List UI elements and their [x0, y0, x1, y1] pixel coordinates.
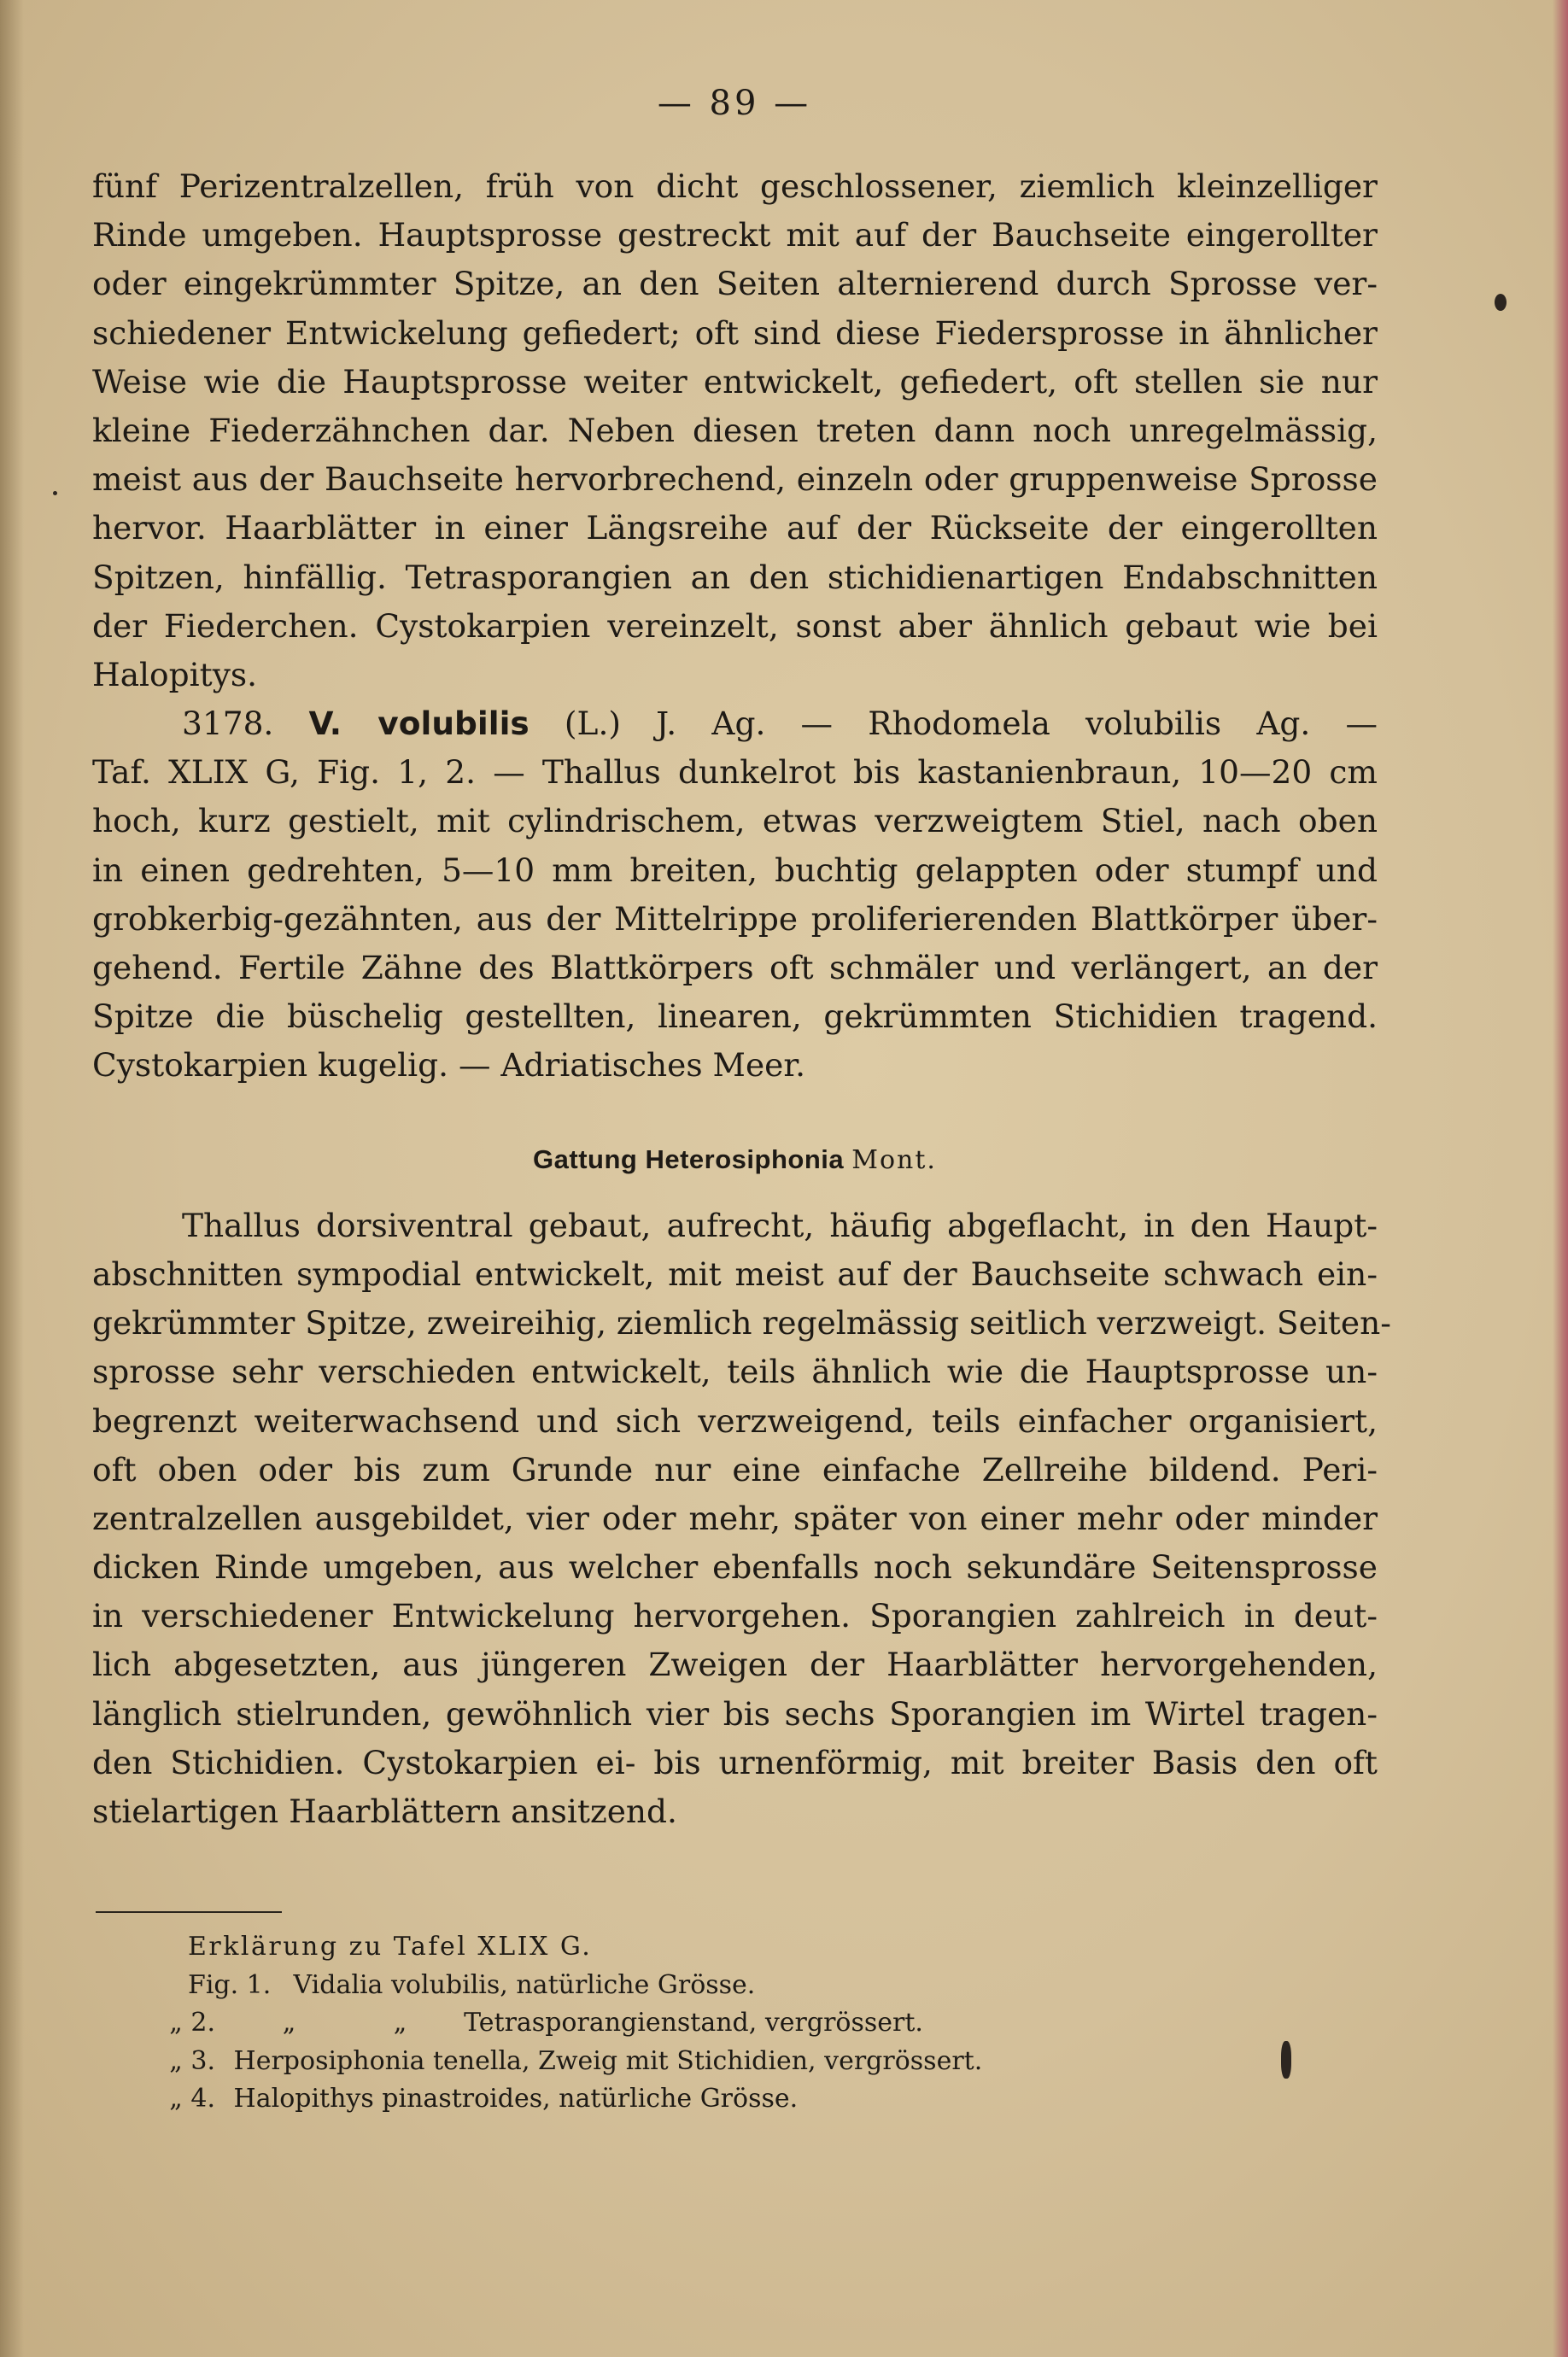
text-line: gekrümmter Spitze, zweireihig, ziemlich regelmässig seitlich verzweigt. Seiten- [92, 1304, 1391, 1342]
figure-number: „ 4. [169, 2084, 215, 2114]
species-description [92, 748, 1378, 1090]
text-line: Thallus dorsiventral gebaut, aufrecht, häufig abgeflacht, in den Haupt- [182, 1206, 1378, 1244]
figure-text: Halopithys pinastroides, natürliche Grösse. [233, 2084, 799, 2114]
text-line: lich abgesetzten, aus jüngeren Zweigen der Haarblätter hervorgehenden, [92, 1646, 1378, 1684]
genus-title: Gattung Heterosiphonia [533, 1143, 845, 1174]
footnote-rule [96, 1911, 282, 1913]
text-line: länglich stielrunden, gewöhnlich vier bis sechs Sporangien im Wirtel tragen- [92, 1694, 1378, 1733]
text-line: kleine Fiederzähnchen dar. Neben diesen treten dann noch unregelmässig, [92, 411, 1378, 449]
ink-spot [53, 491, 57, 495]
text-line: Cystokarpien kugelig. — Adriatisches Meer. [92, 1046, 806, 1085]
text-line: Taf. XLIX G, Fig. 1, 2. — Thallus dunkelrot bis kastanienbraun, 10—20 cm [92, 753, 1378, 792]
species-name: V. volubilis [308, 705, 529, 743]
text-line: den Stichidien. Cystokarpien ei- bis urnenförmig, mit breiter Basis den oft [92, 1743, 1378, 1781]
text-line: in verschiedener Entwickelung hervorgehen. Sporangien zahlreich in deut- [92, 1597, 1378, 1635]
plate-explanation [96, 1928, 1206, 2119]
figure-text: Tetrasporangienstand, vergrössert. [464, 2008, 923, 2038]
text-line: abschnitten sympodial entwickelt, mit meist auf der Bauchseite schwach ein- [92, 1255, 1378, 1293]
text-line: stielartigen Haarblättern ansitzend. [92, 1793, 677, 1831]
paragraph-genus-description-continued [92, 162, 1378, 699]
figure-caption [96, 2080, 1206, 2119]
text-line: fünf Perizentralzellen, früh von dicht geschlossener, ziemlich kleinzelliger [92, 167, 1378, 205]
figure-number: Fig. 1. [188, 1969, 272, 2000]
text-line: oder eingekrümmter Spitze, an den Seiten alternierend durch Sprosse ver- [92, 265, 1378, 303]
text-line: hoch, kurz gestielt, mit cylindrischem, etwas verzweigtem Stiel, nach oben [92, 802, 1378, 840]
section-heading [92, 1135, 1378, 1184]
text-line: Spitzen, hinfällig. Tetrasporangien an den stichidienartigen Endabschnitten [92, 558, 1378, 596]
paragraph-genus-description [92, 1202, 1391, 1836]
text-line: in einen gedrehten, 5—10 mm breiten, buchtig gelappten oder stumpf und [92, 851, 1378, 889]
figure-caption [96, 2043, 1206, 2081]
text-line: Spitze die büschelig gestellten, linearen, gekrümmten Stichidien tragend. [92, 997, 1378, 1036]
figure-number: „ 3. [169, 2045, 215, 2076]
text-line: schiedener Entwickelung gefiedert; oft sind diese Fiedersprosse in ähnlicher [92, 313, 1378, 352]
text-line: grobkerbig-gezähnten, aus der Mittelrippe proliferierenden Blattkörper über- [92, 899, 1378, 938]
text-line: Halopitys. [92, 655, 258, 693]
text-line: meist aus der Bauchseite hervorbrechend, einzeln oder gruppenweise Sprosse [92, 460, 1378, 499]
page-number: — 89 — [657, 84, 812, 123]
plate-explanation-title: Erklärung zu Tafel XLIX G. [188, 1932, 593, 1962]
ditto-mark: „ [282, 2008, 296, 2038]
text-line: sprosse sehr verschieden entwickelt, teils ähnlich wie die Hauptsprosse un- [92, 1353, 1378, 1391]
species-synonym: (L.) J. Ag. — Rhodomela volubilis Ag. — [564, 705, 1378, 743]
species-entry [92, 699, 1378, 1091]
text-line: dicken Rinde umgeben, aus welcher ebenfalls noch sekundäre Seitensprosse [92, 1548, 1378, 1587]
text-line: der Fiederchen. Cystokarpien vereinzelt, sonst aber ähnlich gebaut wie bei [92, 606, 1378, 645]
figure-number: „ 2. [169, 2008, 215, 2038]
ditto-mark: „ [393, 2008, 407, 2038]
text-line: hervor. Haarblätter in einer Längsreihe auf der Rückseite der eingerollten [92, 509, 1378, 547]
ink-spot [1281, 2041, 1291, 2079]
text-line: Weise wie die Hauptsprosse weiter entwickelt, gefiedert, oft stellen sie nur [92, 362, 1378, 401]
figure-caption [96, 2004, 1206, 2043]
figure-text: Herposiphonia tenella, Zweig mit Stichidien, vergrössert. [233, 2045, 983, 2076]
species-first-line [92, 699, 1378, 748]
text-line: Rinde umgeben. Hauptsprosse gestreckt mit auf der Bauchseite eingerollter [92, 216, 1378, 254]
species-number: 3178. [182, 705, 274, 743]
ink-spot [1495, 294, 1507, 311]
figure-text: Vidalia volubilis, natürliche Grösse. [293, 1969, 756, 2000]
text-line: gehend. Fertile Zähne des Blattkörpers oft schmäler und verlängert, an der [92, 949, 1378, 986]
text-line: zentralzellen ausgebildet, vier oder mehr, später von einer mehr oder minder [92, 1499, 1378, 1537]
genus-author: Mont. [851, 1144, 937, 1175]
main-text [92, 162, 1391, 1836]
figure-caption [96, 1967, 1206, 2005]
text-line: begrenzt weiterwachsend und sich verzweigend, teils einfacher organisiert, [92, 1401, 1378, 1440]
text-line: oft oben oder bis zum Grunde nur eine einfache Zellreihe bildend. Peri- [92, 1450, 1378, 1488]
